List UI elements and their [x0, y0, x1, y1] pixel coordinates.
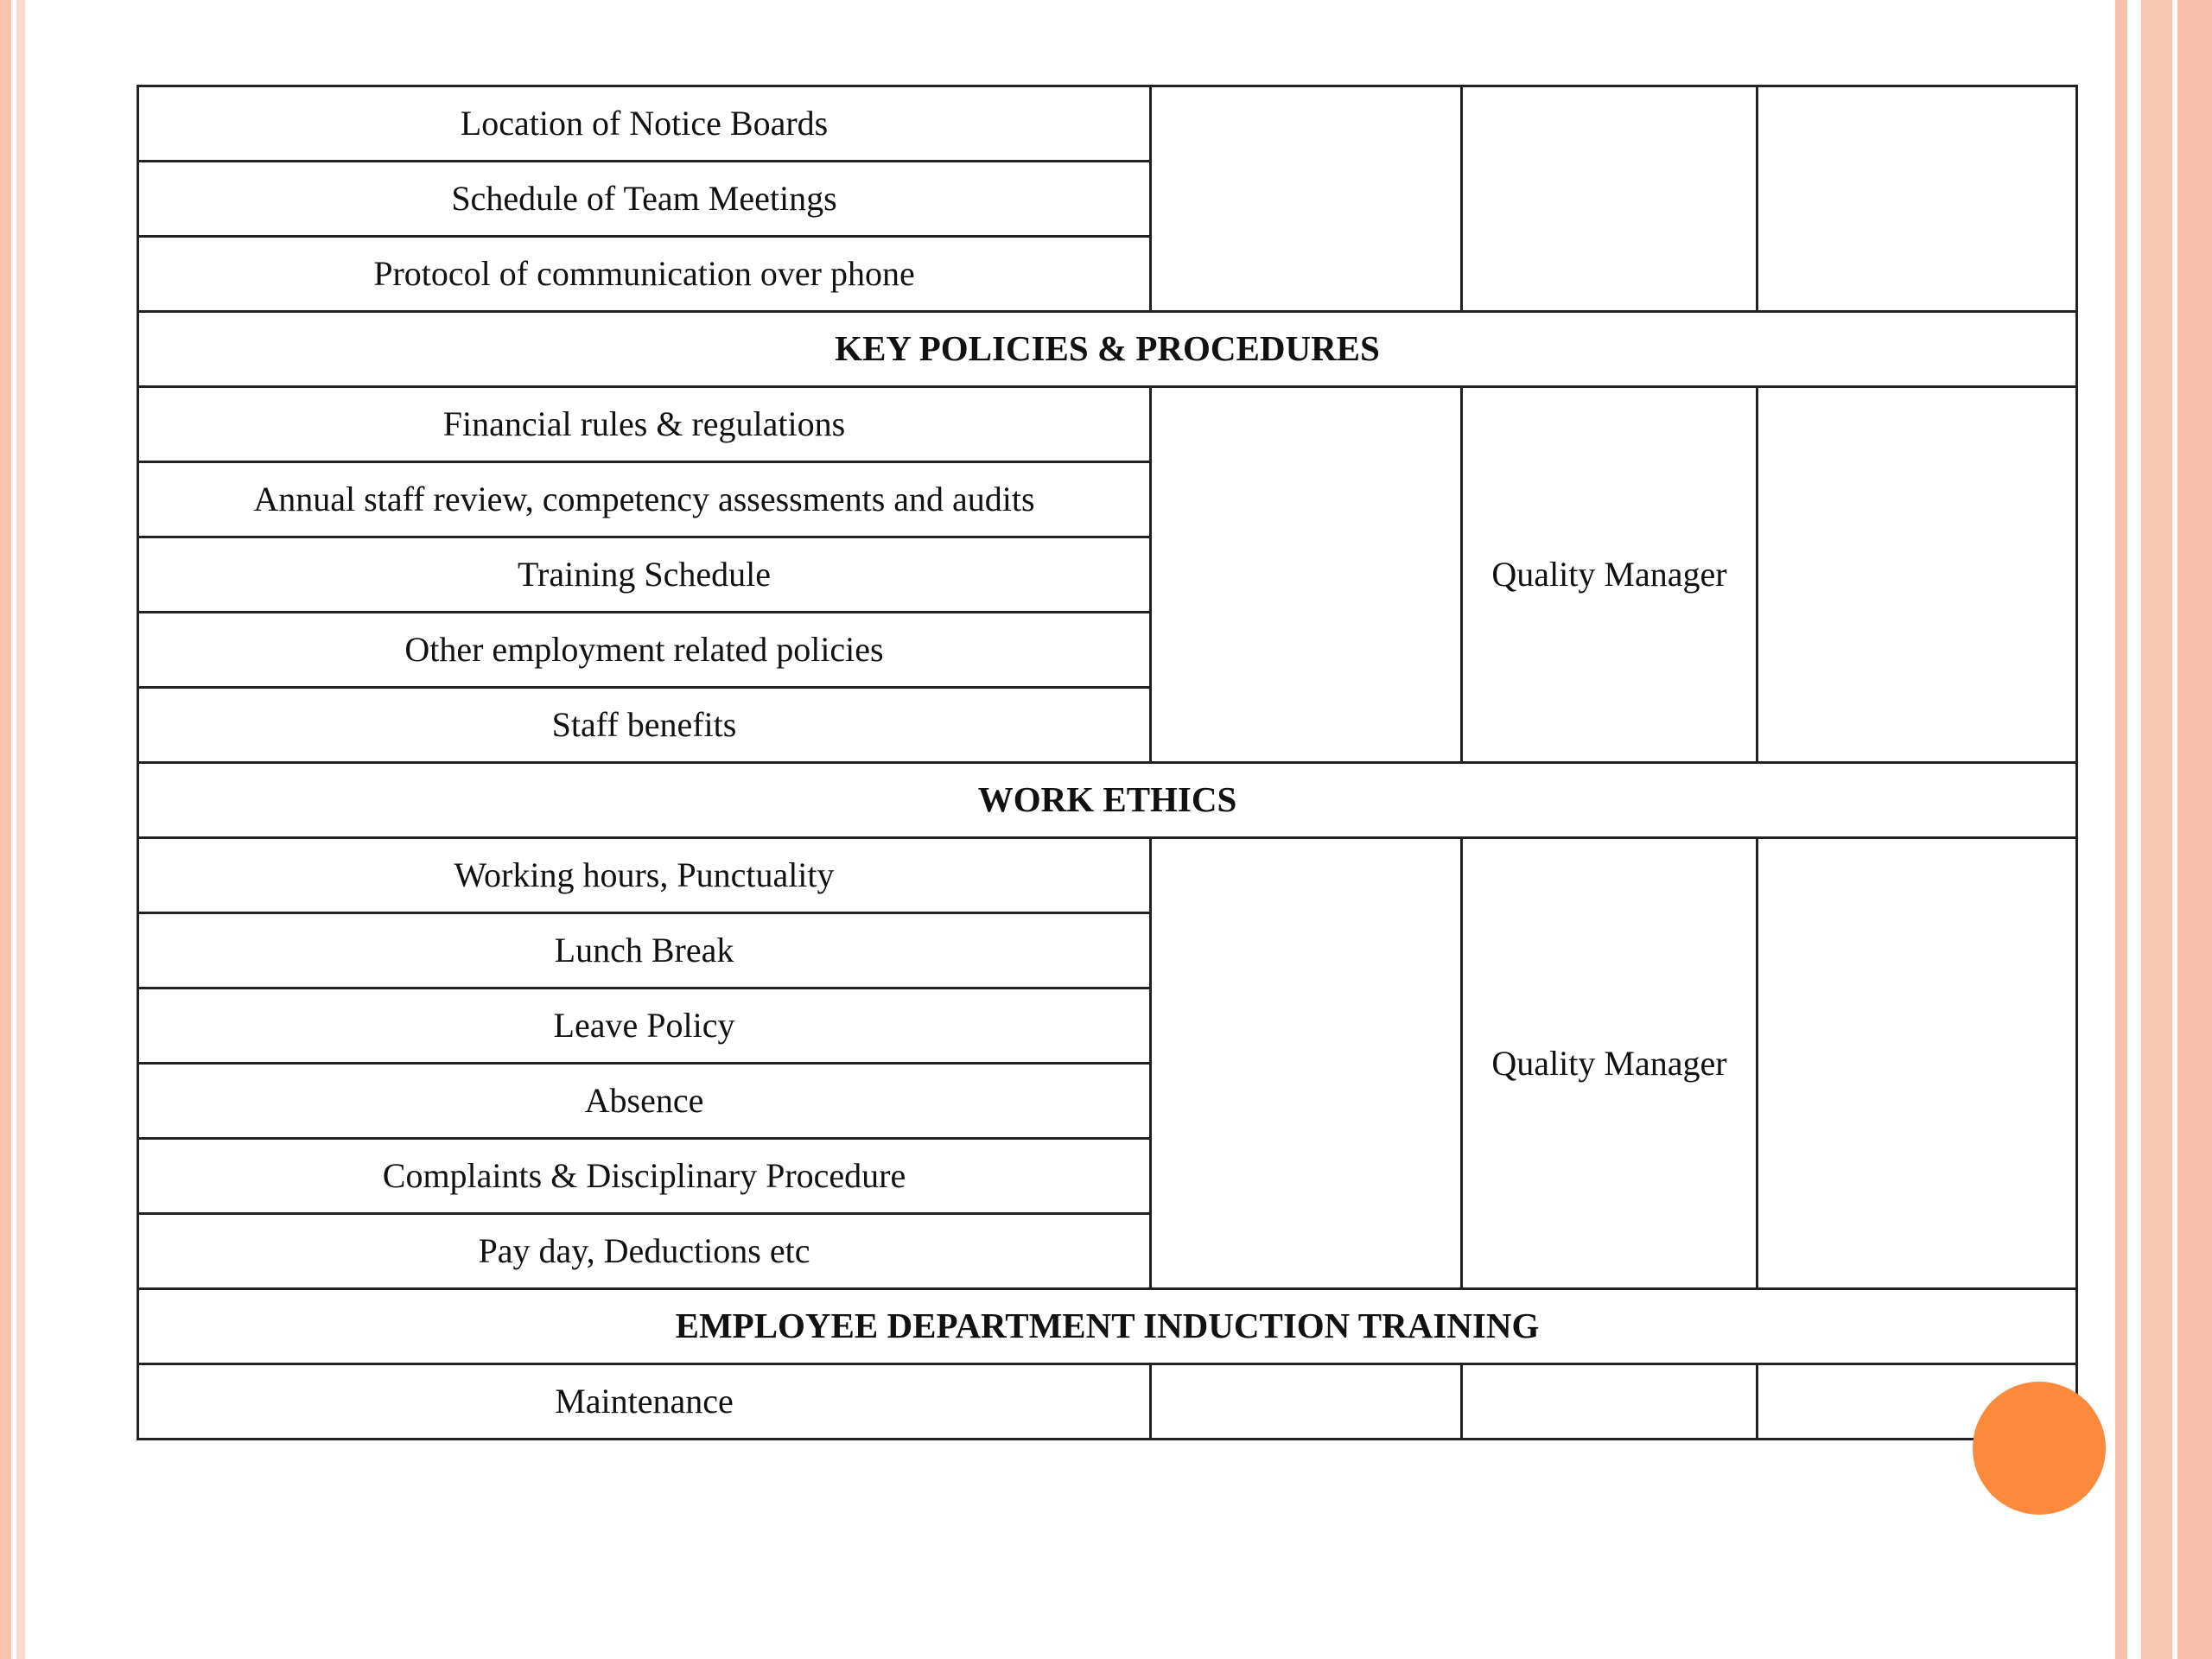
topic-cell: Protocol of communication over phone [138, 237, 1151, 312]
empty-cell [1758, 387, 2077, 763]
right-border-strip [2141, 0, 2172, 1659]
topic-cell: Pay day, Deductions etc [138, 1214, 1151, 1289]
empty-cell [1758, 838, 2077, 1289]
section-header-row [138, 1289, 2077, 1364]
induction-checklist-table [137, 85, 2078, 1440]
table-row [138, 387, 2077, 462]
table-row [138, 86, 2077, 162]
section-header-row [138, 312, 2077, 387]
responsible-cell: Quality Manager [1462, 838, 1758, 1289]
topic-cell: Annual staff review, competency assessments and audits [138, 462, 1151, 537]
empty-cell [1462, 86, 1758, 312]
section-header-row [138, 763, 2077, 838]
topic-cell: Working hours, Punctuality [138, 838, 1151, 913]
empty-cell [1151, 1364, 1462, 1440]
section-header-work-ethics: WORK ETHICS [138, 763, 2077, 838]
table-row [138, 1364, 2077, 1440]
empty-cell [1758, 86, 2077, 312]
right-border-strip-outer [2177, 0, 2212, 1659]
right-border-strip-inner [2115, 0, 2127, 1659]
responsible-cell: Quality Manager [1462, 387, 1758, 763]
topic-cell: Maintenance [138, 1364, 1151, 1440]
section-header-key-policies: KEY POLICIES & PROCEDURES [138, 312, 2077, 387]
topic-cell: Location of Notice Boards [138, 86, 1151, 162]
left-border-strip-inner [16, 0, 25, 1659]
empty-cell [1151, 387, 1462, 763]
topic-cell: Training Schedule [138, 537, 1151, 613]
topic-cell: Complaints & Disciplinary Procedure [138, 1139, 1151, 1214]
orange-circle-decoration [1973, 1382, 2106, 1515]
section-header-department-induction: EMPLOYEE DEPARTMENT INDUCTION TRAINING [138, 1289, 2077, 1364]
topic-cell: Schedule of Team Meetings [138, 162, 1151, 237]
topic-cell: Absence [138, 1064, 1151, 1139]
topic-cell: Leave Policy [138, 988, 1151, 1064]
topic-cell: Staff benefits [138, 688, 1151, 763]
topic-cell: Other employment related policies [138, 613, 1151, 688]
empty-cell [1151, 838, 1462, 1289]
topic-cell: Financial rules & regulations [138, 387, 1151, 462]
table-row [138, 838, 2077, 913]
empty-cell [1151, 86, 1462, 312]
left-border-strip [0, 0, 11, 1659]
topic-cell: Lunch Break [138, 913, 1151, 988]
empty-cell [1462, 1364, 1758, 1440]
